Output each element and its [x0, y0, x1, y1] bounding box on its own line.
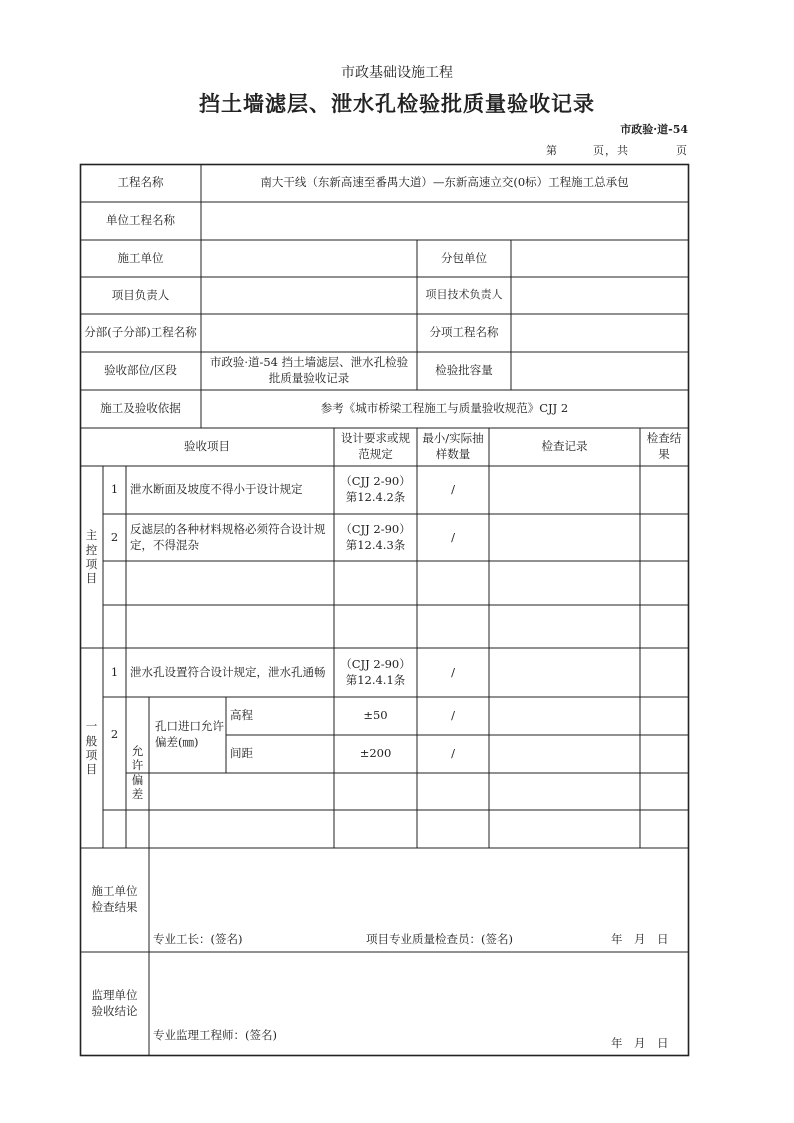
tech-manager-value[interactable] [511, 277, 688, 314]
sub-item-elevation-name: 高程 [230, 708, 253, 723]
sub-item-spacing-spec: ±200 [359, 746, 392, 761]
page-label-a: 第 [546, 144, 558, 157]
construction-check-label: 施工单位检查结果 [91, 884, 138, 914]
acceptance-part-value: 市政验·道-54 挡土墙滤层、泄水孔检验批质量验收记录 [209, 355, 409, 385]
column-design: 设计要求或规范规定 [341, 431, 410, 461]
sub-item-spacing-record[interactable] [489, 735, 640, 773]
basis-value: 参考《城市桥梁工程施工与质量验收规范》CJJ 2 [320, 401, 569, 416]
main-item-2-record[interactable] [489, 514, 640, 561]
tolerance-label: 允许偏差 [131, 743, 144, 801]
general-item-1-record[interactable] [489, 648, 640, 697]
quality-inspector-signature[interactable]: 项目专业质量检查员：(签名) [366, 932, 513, 946]
sub-item-elevation-sample: / [451, 708, 455, 723]
project-manager-label: 项目负责人 [111, 287, 170, 302]
item-project-value[interactable] [511, 314, 688, 352]
basis-label: 施工及验收依据 [100, 401, 181, 416]
main-item-2-text: 反滤层的各种材料规格必须符合设计规定，不得混杂 [130, 521, 326, 552]
subcontract-unit-value[interactable] [511, 240, 688, 277]
sub-item-elevation-result[interactable] [640, 697, 688, 735]
general-item-1-sample: / [451, 664, 455, 679]
construction-check-date[interactable]: 年 月 日 [611, 932, 669, 946]
construction-unit-label: 施工单位 [117, 250, 164, 265]
general-item-1-spec: （CJJ 2-90）第12.4.1条 [340, 656, 411, 687]
batch-capacity-value[interactable] [511, 352, 688, 390]
subcontract-unit-label: 分包单位 [441, 250, 487, 265]
sub-item-elevation-spec: ±50 [363, 708, 388, 723]
hole-tolerance-label: 孔口进口允许偏差(㎜) [155, 719, 224, 749]
supervision-date[interactable]: 年 月 日 [611, 1036, 669, 1050]
sub-item-elevation-record[interactable] [489, 697, 640, 735]
construction-unit-value[interactable] [201, 240, 417, 277]
general-item-2-no: 2 [110, 727, 119, 742]
column-item: 验收项目 [184, 439, 230, 454]
main-control-label: 主控项目 [85, 528, 98, 586]
foreman-signature[interactable]: 专业工长：(签名) [153, 932, 243, 946]
general-item-1-text: 泄水孔设置符合设计规定，泄水孔通畅 [130, 664, 326, 679]
page-label-c: 页 [676, 144, 688, 157]
document-category: 市政基础设施工程 [341, 65, 453, 81]
main-item-2-sample: / [451, 529, 455, 544]
sub-item-spacing-name: 间距 [230, 746, 253, 761]
project-name-value: 南大干线（东新高速至番禺大道）—东新高速立交(0标）工程施工总承包 [260, 175, 629, 190]
main-item-1-result[interactable] [640, 466, 688, 514]
main-item-1-no: 1 [110, 482, 119, 497]
unit-project-value[interactable] [201, 202, 688, 240]
project-manager-value[interactable] [201, 277, 417, 314]
sub-item-spacing-sample: / [451, 746, 455, 761]
batch-capacity-label: 检验批容量 [435, 363, 493, 378]
main-item-2-spec: （CJJ 2-90）第12.4.3条 [340, 521, 411, 552]
unit-project-label: 单位工程名称 [106, 213, 175, 228]
column-result: 检查结果 [646, 431, 682, 461]
column-record: 检查记录 [541, 439, 588, 454]
acceptance-part-label: 验收部位/区段 [104, 363, 177, 378]
supervision-label: 监理单位验收结论 [91, 987, 138, 1018]
sub-project-value[interactable] [201, 314, 417, 352]
page-label-b: 页，共 [593, 144, 629, 157]
general-label: 一般项目 [85, 719, 98, 777]
tech-manager-label: 项目技术负责人 [425, 288, 503, 302]
main-item-1-record[interactable] [489, 466, 640, 514]
main-item-2-no: 2 [110, 529, 119, 544]
sub-project-label: 分部(子分部)工程名称 [84, 325, 197, 340]
main-item-2-result[interactable] [640, 514, 688, 561]
project-name-label: 工程名称 [117, 175, 164, 190]
general-item-1-no: 1 [110, 664, 119, 679]
general-item-1-result[interactable] [640, 648, 688, 697]
item-project-label: 分项工程名称 [429, 325, 499, 340]
main-item-1-spec: （CJJ 2-90）第12.4.2条 [340, 474, 411, 504]
main-item-1-text: 泄水断面及坡度不得小于设计规定 [130, 482, 303, 497]
sub-item-spacing-result[interactable] [640, 735, 688, 773]
form-code: 市政验·道-54 [620, 123, 688, 136]
main-item-1-sample: / [451, 482, 455, 497]
supervision-engineer-signature[interactable]: 专业监理工程师：(签名) [153, 1028, 277, 1042]
document-title: 挡土墙滤层、泄水孔检验批质量验收记录 [199, 91, 595, 116]
column-sample: 最小/实际抽样数量 [422, 431, 484, 461]
